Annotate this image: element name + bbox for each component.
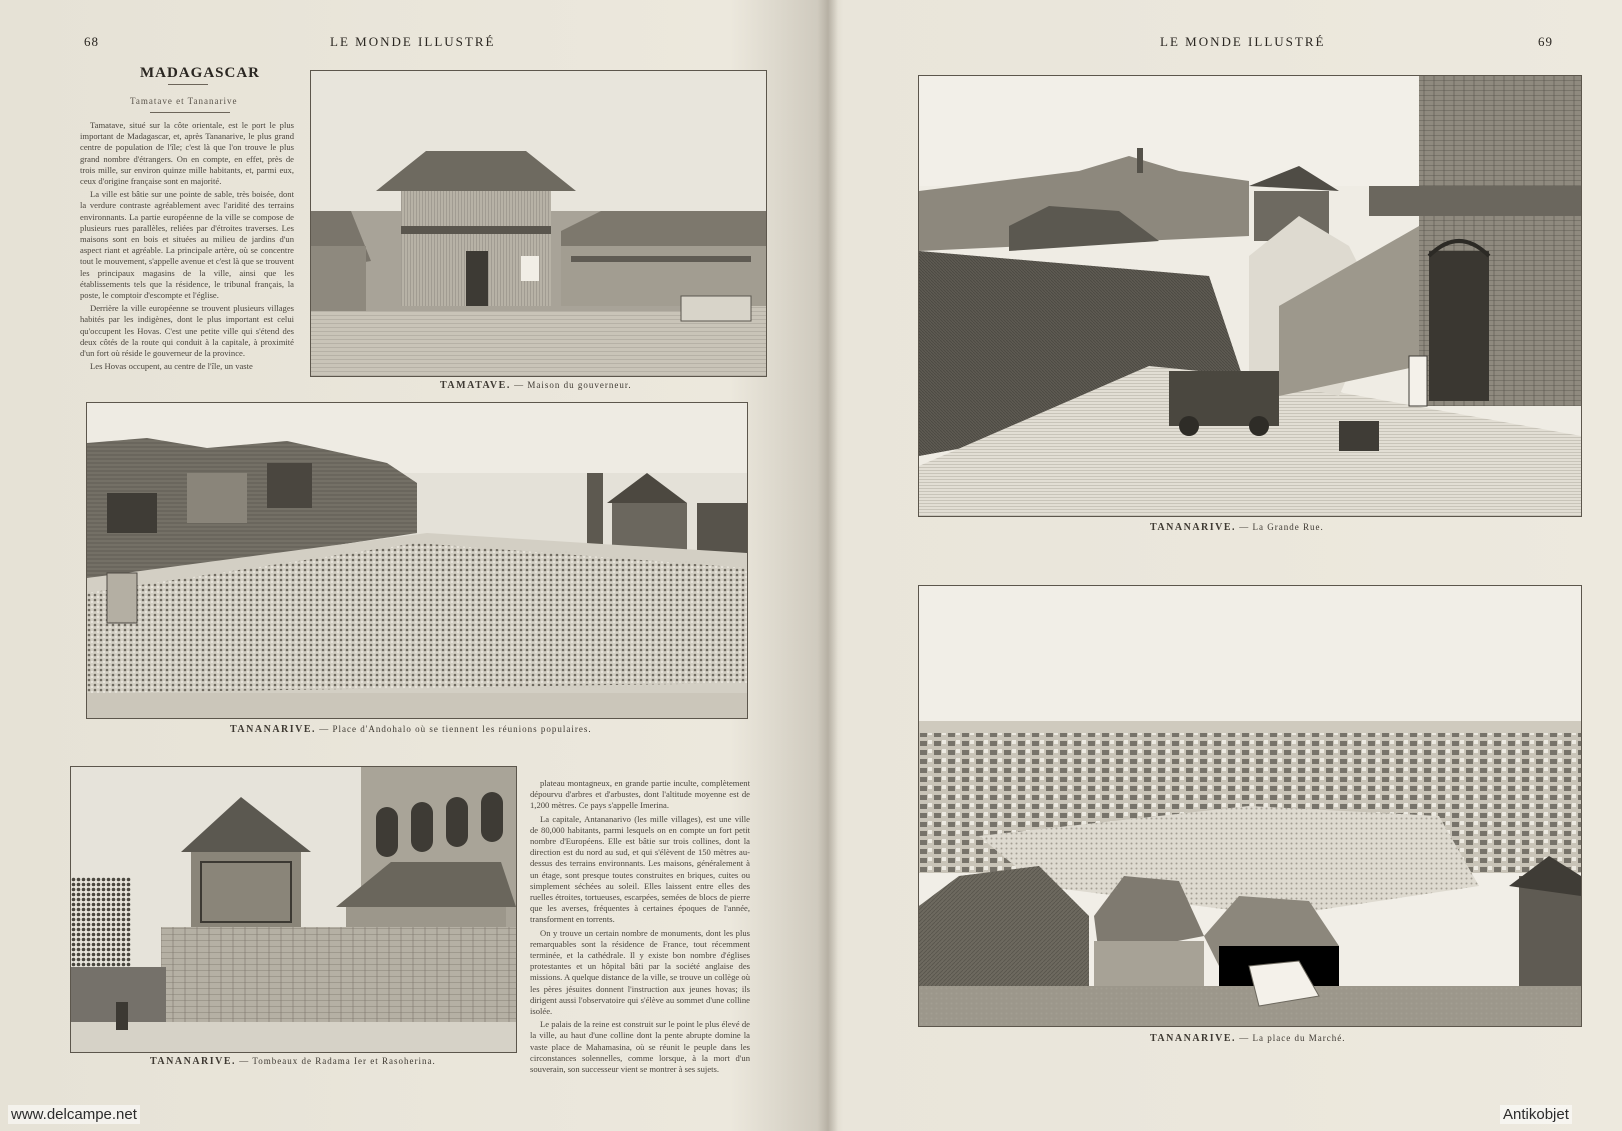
- caption-place: TANANARIVE.: [1150, 1033, 1237, 1044]
- paragraph: On y trouve un certain nombre de monuments, dont les plus remarquables sont la résidence de France, tout récemment terminée, et la cathédrale. Il y existe bon nombre d'églises protestantes et un hôpital bâti par la société anglaise des missions. A quelque distance de la ville, se trouve un collège où les pères jésuites donnent l'instruction aux jeunes hovas; ils dirigent aussi l'observatoire qui s'élève au sommet d'une colline isolée.: [530, 927, 750, 1017]
- article-title: MADAGASCAR: [140, 65, 260, 81]
- article-subtitle: Tamatave et Tananarive: [130, 96, 238, 106]
- caption-place: TANANARIVE.: [1150, 522, 1237, 533]
- paragraph: plateau montagneux, en grande partie inculte, complètement dépourvu d'arbres et d'arbustes, dont l'altitude moyenne est de 1,200 mètres. Ce pays s'appelle Imerina.: [530, 778, 750, 811]
- engraving-grande-rue: [918, 75, 1582, 517]
- figure-caption: [440, 380, 632, 391]
- engraving-market-square: [918, 585, 1582, 1027]
- paragraph: Derrière la ville européenne se trouvent plusieurs villages habités par les indigènes, dont le plus important est celui qu'occupent les Hovas. C'est une petite ville qui s'étend des deux côtés de la route qui conduit à la capitale, à proximité d'un fort où réside le gouverneur de la province.: [80, 303, 294, 359]
- article-column-2: [530, 778, 750, 1108]
- paragraph: Le palais de la reine est construit sur le point le plus élevé de la ville, au haut d'une colline dont la pente abrupte domine la vaste place de Mahamasina, où se réunit le peuple dans les circonstances solennelles, comme lorsque, à la mort d'un souverain, son successeur vient se montrer à ses sujets.: [530, 1019, 750, 1075]
- caption-text: — Maison du gouverneur.: [514, 380, 632, 390]
- figure-caption: [1150, 522, 1324, 533]
- paragraph: La ville est bâtie sur une pointe de sable, très boisée, dont la verdure contraste agréablement avec l'aridité des terrains environnants. La partie européenne de la ville se compose de plusieurs rues parallèles, reliées par d'étroites traverses. Les maisons sont en bois et situées au milieu de jardins d'un aspect riant et agréable. La principale artère, où se concentre tout le mouvement, s'appelle avenue et c'est là que se trouvent les principaux magasins de la ville, ainsi que les établissements tels que la résidence, le tribunal français, la poste, le comptoir d'escompte et l'église.: [80, 189, 294, 301]
- left-running-head: LE MONDE ILLUSTRÉ: [330, 34, 496, 49]
- watermark-left: www.delcampe.net: [8, 1105, 140, 1124]
- caption-place: TAMATAVE.: [440, 380, 511, 391]
- paragraph: Tamatave, situé sur la côte orientale, est le port le plus important de Madagascar, et, après Tananarive, le plus grand centre de population de l'île; c'est là que l'on trouve le plus grand nombre d'étrangers. On en compte, en effet, près de trois mille, sur environ quinze mille habitants, et, parmi eux, ceux d'origine française sont en majorité.: [80, 120, 294, 187]
- caption-text: — La Grande Rue.: [1239, 522, 1324, 532]
- engraving-royal-tombs: [70, 766, 517, 1053]
- caption-text: — Tombeaux de Radama Ier et Rasoherina.: [239, 1056, 436, 1066]
- paragraph: La capitale, Antananarivo (les mille villages), est une ville de 80,000 habitants, parmi lesquels on en compte un fort petit nombre d'Européens. Elle est bâtie sur trois collines, dont la direction est du nord au sud, et qui s'élèvent de 150 mètres au-dessus des terrains environnants. Les maisons, généralement à un étage, sont presque toutes construites en briques, cuites ou simplement séchées au soleil. Elles laissent entre elles des ruelles étroites, tortueuses, escarpées, semées de blocs de pierre que les averses, fréquentes à certaines époques de l'année, transforment en torrents.: [530, 813, 750, 925]
- title-rule: [168, 84, 208, 85]
- engraving-andohalo-square: [86, 402, 748, 719]
- caption-text: — La place du Marché.: [1239, 1033, 1346, 1043]
- subtitle-rule: [150, 112, 230, 113]
- binding-gutter: [818, 0, 838, 1131]
- figure-caption: [150, 1056, 436, 1067]
- caption-text: — Place d'Andohalo où se tiennent les réunions populaires.: [319, 724, 592, 734]
- caption-place: TANANARIVE.: [150, 1056, 237, 1067]
- watermark-right: Antikobjet: [1500, 1105, 1572, 1124]
- figure-caption: [230, 724, 592, 735]
- engraving-tamatave-governor-house: [310, 70, 767, 377]
- figure-caption: [1150, 1033, 1346, 1044]
- article-column-1: [80, 120, 294, 382]
- right-running-head: LE MONDE ILLUSTRÉ: [1160, 34, 1326, 49]
- right-page-number: 69: [1538, 34, 1553, 49]
- paragraph: Les Hovas occupent, au centre de l'île, un vaste: [90, 361, 253, 372]
- left-page-number: 68: [84, 34, 99, 49]
- caption-place: TANANARIVE.: [230, 724, 317, 735]
